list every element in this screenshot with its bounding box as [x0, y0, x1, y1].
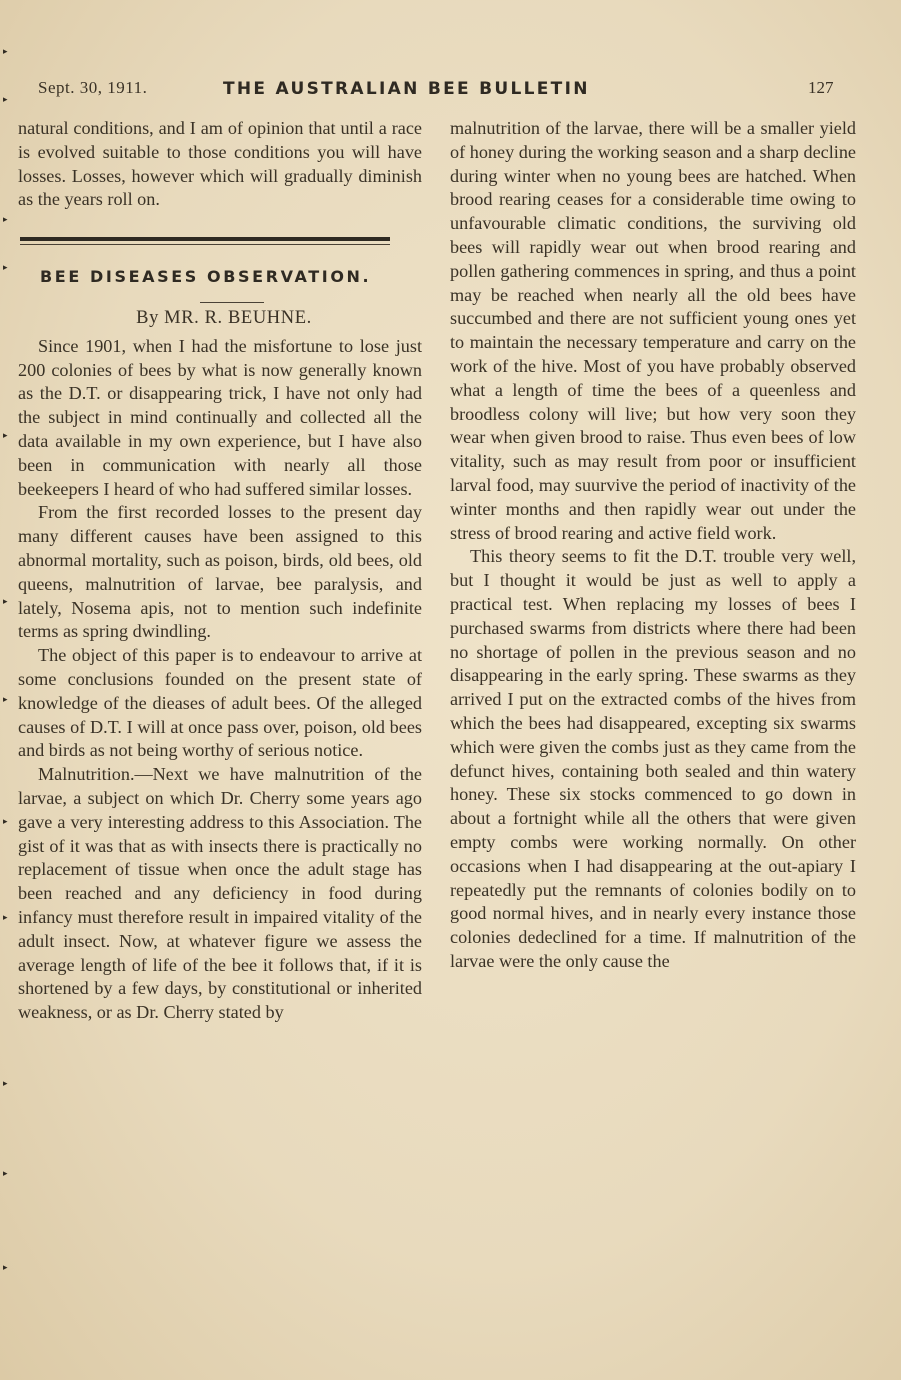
margin-mark: ▸ [3, 46, 8, 56]
margin-mark: ▸ [3, 214, 8, 224]
continuation-paragraph: natural conditions, and I am of opinion that until a race is evolved suitable to those conditions you will have losses. Losses, however which will gradually diminish as the years roll on. [18, 118, 422, 210]
byline: By MR. R. BEUHNE. [136, 307, 312, 328]
margin-mark: ▸ [3, 596, 8, 606]
margin-mark: ▸ [3, 94, 8, 104]
margin-mark: ▸ [3, 1078, 8, 1088]
margin-annotation-marks [0, 0, 20, 1380]
margin-mark: ▸ [3, 1262, 8, 1272]
margin-mark: ▸ [3, 1168, 8, 1178]
margin-mark: ▸ [3, 430, 8, 440]
page-number: 127 [808, 78, 834, 97]
margin-mark: ▸ [3, 912, 8, 922]
body-paragraph: malnutrition of the larvae, there will be a smaller yield of honey during the working season and a sharp decline during winter when no young bees are hatched. When brood rearing ceases for a considerable time owing to unfavourable climatic conditions, the surviving old bees will rapidly wear out when brood rearing and pollen gathering commences in spring, and thus a point may be reached when nearly all the old bees have succumbed and there are not sufficient young ones yet to maintain the necessary temperature and carry on the work of the hive. Most of you have probably observed what a length of time the bees of a queenless and broodless colony will live; but how very soon they wear when given brood to raise. Thus even bees of low vitality, such as may result from poor or insufficient larval food, may suurvive the period of inactivity of the winter months and then rapidly wear out under the stress of brood rearing and active field work. [450, 118, 856, 543]
section-title: BEE DISEASES OBSERVATION. [40, 267, 372, 287]
right-column [450, 117, 856, 974]
body-paragraph: Malnutrition.—Next we have malnutrition of the larvae, a subject on which Dr. Cherry some years ago gave a very interesting address to this Association. The gist of it was that as with insects there is practically no replacement of tissue when once the adult stage has been reached and any deficiency in food during infancy must therefore result in impaired vitality of the adult insect. Now, at whatever figure we assess the average length of life of the bee it follows that, if it is shortened by a few days, by constitutional or inherited weakness, or as Dr. Cherry stated by [18, 764, 422, 1023]
header-title: THE AUSTRALIAN BEE BULLETIN [223, 79, 590, 99]
section-divider-thick [20, 237, 390, 241]
header-date: Sept. 30, 1911. [38, 78, 148, 97]
margin-mark: ▸ [3, 816, 8, 826]
running-header [38, 78, 858, 104]
byline-rule [200, 302, 264, 303]
left-column [18, 117, 422, 1025]
body-paragraph: The object of this paper is to endeavour to arrive at some conclusions founded on the present state of knowledge of the dieases of adult bees. Of the alleged causes of D.T. I will at once pass over, poison, old bees and birds as not being worthy of serious notice. [18, 645, 422, 761]
body-paragraph: This theory seems to fit the D.T. trouble very well, but I thought it would be just as well to apply a practical test. When replacing my losses of bees I purchased swarms from districts where there had been no shortage of pollen in the previous season and no disappearing in the early spring. These swarms as they arrived I put on the extracted combs of the hives from which the bees had disappeared, excepting six swarms which were given the combs just as they came from the defunct hives, containing both sealed and thin watery honey. These six stocks commenced to go down in about a fortnight while all the others that were given empty combs were working normally. On other occasions when I had disappearing at the out-apiary I repeatedly put the remnants of colonies bodily on to good normal hives, and in nearly every instance those colonies dedeclined for a time. If malnutrition of the larvae were the only cause the [450, 546, 856, 971]
section-divider-thin [20, 244, 390, 245]
margin-mark: ▸ [3, 694, 8, 704]
body-paragraph: From the first recorded losses to the present day many different causes have been assigned to this abnormal mortality, such as poison, birds, old bees, old queens, malnutrition of larvae, bee paralysis, and lately, Nosema apis, not to mention such indefinite terms as spring dwindling. [18, 502, 422, 642]
margin-mark: ▸ [3, 262, 8, 272]
body-paragraph: Since 1901, when I had the misfortune to lose just 200 colonies of bees by what is now generally known as the D.T. or disappearing trick, I have not only had the subject in mind continually and collected all the data available in my own experience, but I have also been in communication with nearly all those beekeepers I heard of who had suffered similar losses. [18, 335, 422, 499]
